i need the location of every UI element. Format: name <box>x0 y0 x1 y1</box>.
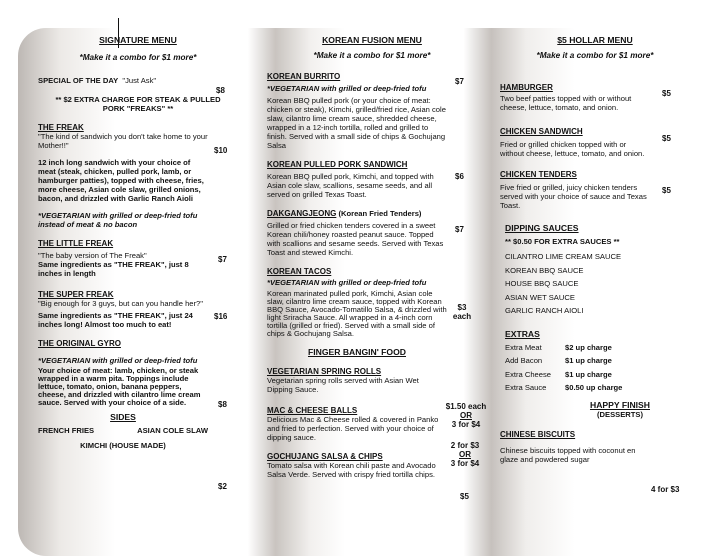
combo-note-hollar: *Make it a combo for $1 more* <box>536 51 654 60</box>
item-title-chicken-tenders: CHICKEN TENDERS <box>500 170 577 179</box>
item-desc-super-freak: Same ingredients as "THE FREAK", just 24 inches long! Almost too much to eat! <box>38 311 193 329</box>
sides-line-1 <box>38 426 208 435</box>
dipping-extra-note: ** $0.50 FOR EXTRA SAUCES ** <box>505 237 620 246</box>
price-pulled-pork: $6 <box>455 172 464 181</box>
item-title-gochujang: GOCHUJANG SALSA & CHIPS <box>267 452 383 461</box>
price-spring-rolls-multi: 3 for $4 <box>451 420 481 429</box>
extra-price: $1 up charge <box>565 356 612 365</box>
item-tagline-freak: "The kind of sandwich you don't take home to your Mother!!" <box>38 132 208 150</box>
item-desc-freak: 12 inch long sandwich with your choice of meat (steak, chicken, pulled pork, lamb, or hamburger patties), topped with cheese, fries, more cheese, Asian cole slaw, grilled onions, bacon, and drizzled with Garlic Ranch Aioli <box>38 158 204 203</box>
item-desc-gyro: Your choice of meat: lamb, chicken, or steak wrapped in a warm pita. Toppings include lettuce, tomato, onion, banana peppers, cheese, and drizzled with cilantro lime cream sauce. Served with your choice of a side. <box>38 366 201 407</box>
extra-price: $2 up charge <box>565 342 612 352</box>
sauce-item: ASIAN WET SAUCE <box>505 292 575 302</box>
item-veg-gyro: *VEGETARIAN with grilled or deep-fried tofu <box>38 356 198 365</box>
price-mac-cheese-three: 3 for $4 <box>450 459 480 468</box>
extra-price: $0.50 up charge <box>565 383 623 392</box>
section-title-finger: FINGER BANGIN' FOOD <box>307 347 406 357</box>
item-title-dak-row <box>267 209 477 218</box>
price-gochujang: $5 <box>460 492 469 501</box>
section-title-sides: SIDES <box>110 412 136 422</box>
item-desc-gochujang: Tomato salsa with Korean chili paste and Avocado Salsa Verde. Served with crispy fried tortilla chips. <box>267 461 436 479</box>
price-dakgangjeong: $7 <box>455 225 464 234</box>
item-desc-tacos: Korean marinated pulled pork, Kimchi, Asian cole slaw, cilantro lime cream sauce, topped with Korean BBQ Sauce, Avocado-Tomatillo Salsa, & drizzled with light Sriracha Sauce. All wrapped in a 4-inch corn tortilla (grilled or fried). Served with a small side of chips & Gochujang Salsa. <box>267 289 447 338</box>
price-chinese-biscuits: 4 for $3 <box>651 485 680 494</box>
item-desc-hamburger: Two beef patties topped with or without cheese, lettuce, tomato, and onion. <box>500 94 632 112</box>
extra-name: Add Bacon <box>505 356 543 365</box>
item-title-burrito: KOREAN BURRITO <box>267 72 341 81</box>
sauce-item: CILANTRO LIME CREAM SAUCE <box>505 252 622 261</box>
extra-name: Extra Sauce <box>505 383 547 392</box>
price-tacos-amount: $3 <box>457 303 467 312</box>
sauce-item: GARLIC RANCH AIOLI <box>505 306 584 315</box>
item-desc-mac-cheese: Delicious Mac & Cheese rolled & covered in Panko and fried to perfection. Served with your choice of dipping sauce. <box>267 415 439 442</box>
section-title-happy-finish: HAPPY FINISH <box>589 399 650 410</box>
section-title-extras: EXTRAS <box>505 328 540 339</box>
item-title-tacos: KOREAN TACOS <box>267 267 332 276</box>
item-desc-chicken-tenders: Five fried or grilled, juicy chicken tenders served with your choice of sauce and Texas Toast. <box>500 183 647 210</box>
sauce-list <box>500 250 690 318</box>
item-veg-burrito: *VEGETARIAN with grilled or deep-fried tofu <box>267 84 427 93</box>
section-title-korean: KOREAN FUSION MENU <box>322 35 422 45</box>
item-desc-pulled-pork: Korean BBQ pulled pork, Kimchi, and topped with Asian cole slaw, scallions, sesame seeds, and all served on grilled Texas Toast. <box>267 172 434 199</box>
price-freak: $10 <box>214 146 228 155</box>
price-chicken-tenders: $5 <box>662 186 671 195</box>
item-tagline-little-freak: "The baby version of The Freak" <box>38 251 147 260</box>
combo-note: *Make it a combo for $1 more* <box>79 53 197 62</box>
extras-row <box>505 368 690 382</box>
extra-price: $1 up charge <box>565 369 612 379</box>
extras-row <box>505 381 690 395</box>
special-ask: "Just Ask" <box>122 76 157 85</box>
price-hamburger: $5 <box>662 89 671 98</box>
price-spring-rolls-or: OR <box>460 411 472 420</box>
item-desc-dakgangjeong: Grilled or fried chicken tenders covered in a sweet Korean chili/honey roasted peanut sauce. Topped with scallions and sesame seeds. Served with Texas Toast and stewed Kimchi. <box>267 221 444 257</box>
section-title-hollar: $5 HOLLAR MENU <box>557 35 633 45</box>
sauce-item: HOUSE BBQ SAUCE <box>505 279 579 288</box>
item-desc-chinese-biscuits: Chinese biscuits topped with coconut en glaze and powdered sugar <box>500 445 636 464</box>
side-french-fries: FRENCH FRIES <box>38 426 95 435</box>
item-title-chinese-biscuits: CHINESE BISCUITS <box>500 429 576 439</box>
item-desc-spring-rolls: Vegetarian spring rolls served with Asian Wet Dipping Sauce. <box>267 376 419 394</box>
special-of-the-day <box>38 76 238 85</box>
item-title-mac-cheese: MAC & CHEESE BALLS <box>267 406 358 415</box>
special-title: SPECIAL OF THE DAY <box>38 76 119 85</box>
item-title-super-freak: THE SUPER FREAK <box>38 290 114 299</box>
price-spring-rolls <box>442 402 490 429</box>
item-tagline-super-freak: "Big enough for 3 guys, but can you handle her?" <box>38 299 203 308</box>
extra-charge-note: ** $2 EXTRA CHARGE FOR STEAK & PULLED PORK "FREAKS" ** <box>55 95 221 113</box>
item-veg-tacos: *VEGETARIAN with grilled or deep-fried tofu <box>267 278 427 287</box>
side-kimchi: KIMCHI (HOUSE MADE) <box>80 441 166 450</box>
extras-list <box>500 341 690 395</box>
item-desc-little-freak: Same ingredients as "THE FREAK", just 8 inches in length <box>38 260 189 278</box>
side-asian-cole-slaw: ASIAN COLE SLAW <box>137 426 208 435</box>
item-desc-chicken-sandwich: Fried or grilled chicken topped with or without cheese, lettuce, tomato, and onion. <box>500 140 645 158</box>
price-sides: $2 <box>218 482 227 491</box>
price-tacos-each: each <box>452 312 472 321</box>
item-title-spring-rolls: VEGETARIAN SPRING ROLLS <box>267 367 382 376</box>
combo-note-korean: *Make it a combo for $1 more* <box>313 51 431 60</box>
signature-menu-column <box>38 36 238 450</box>
section-title-dipping: DIPPING SAUCES <box>505 223 579 233</box>
section-title-signature: SIGNATURE MENU <box>99 35 177 45</box>
section-subtitle-desserts: (DESSERTS) <box>597 409 643 419</box>
sauce-item: KOREAN BBQ SAUCE <box>505 265 584 275</box>
item-veg-freak: *VEGETARIAN with grilled or deep-fried tofu instead of meat & no bacon <box>38 211 198 229</box>
item-title-dakgangjeong: DAKGANGJEONG <box>267 209 337 218</box>
item-title-freak: THE FREAK <box>38 123 84 132</box>
item-title-hamburger: HAMBURGER <box>500 83 553 92</box>
extras-row <box>505 341 690 355</box>
item-title-little-freak: THE LITTLE FREAK <box>38 239 114 248</box>
item-title-gyro: THE ORIGINAL GYRO <box>38 339 121 348</box>
price-special: $8 <box>216 86 225 95</box>
price-spring-rolls-single: $1.50 each <box>445 402 487 411</box>
price-mac-cheese <box>445 441 485 468</box>
extra-name: Extra Cheese <box>505 369 552 379</box>
price-super-freak: $16 <box>214 312 228 321</box>
extra-name: Extra Meat <box>505 342 542 352</box>
item-subtitle-dakgangjeong: (Korean Fried Tenders) <box>338 209 422 218</box>
hollar-menu-column <box>500 36 690 464</box>
price-burrito: $7 <box>455 77 464 86</box>
extras-row <box>505 354 690 368</box>
price-tacos <box>451 303 473 321</box>
price-chicken-sandwich: $5 <box>662 134 671 143</box>
price-little-freak: $7 <box>218 255 227 264</box>
price-gyro: $8 <box>218 400 227 409</box>
item-desc-burrito: Korean BBQ pulled pork (or your choice of meat: chicken or steak), Kimchi, grilled/fried rice, Asian cole slaw, cilantro lime cream sauce, shredded cheese, wrapped in a 12-inch tortilla, rolled and grilled to finish. Served with a small side of chips & Gochujang Salsa <box>267 96 446 150</box>
price-mac-cheese-two: 2 for $3 <box>450 441 480 450</box>
item-title-chicken-sandwich: CHICKEN SANDWICH <box>500 127 583 136</box>
item-title-pulled-pork: KOREAN PULLED PORK SANDWICH <box>267 160 408 169</box>
price-mac-cheese-or: OR <box>459 450 471 459</box>
